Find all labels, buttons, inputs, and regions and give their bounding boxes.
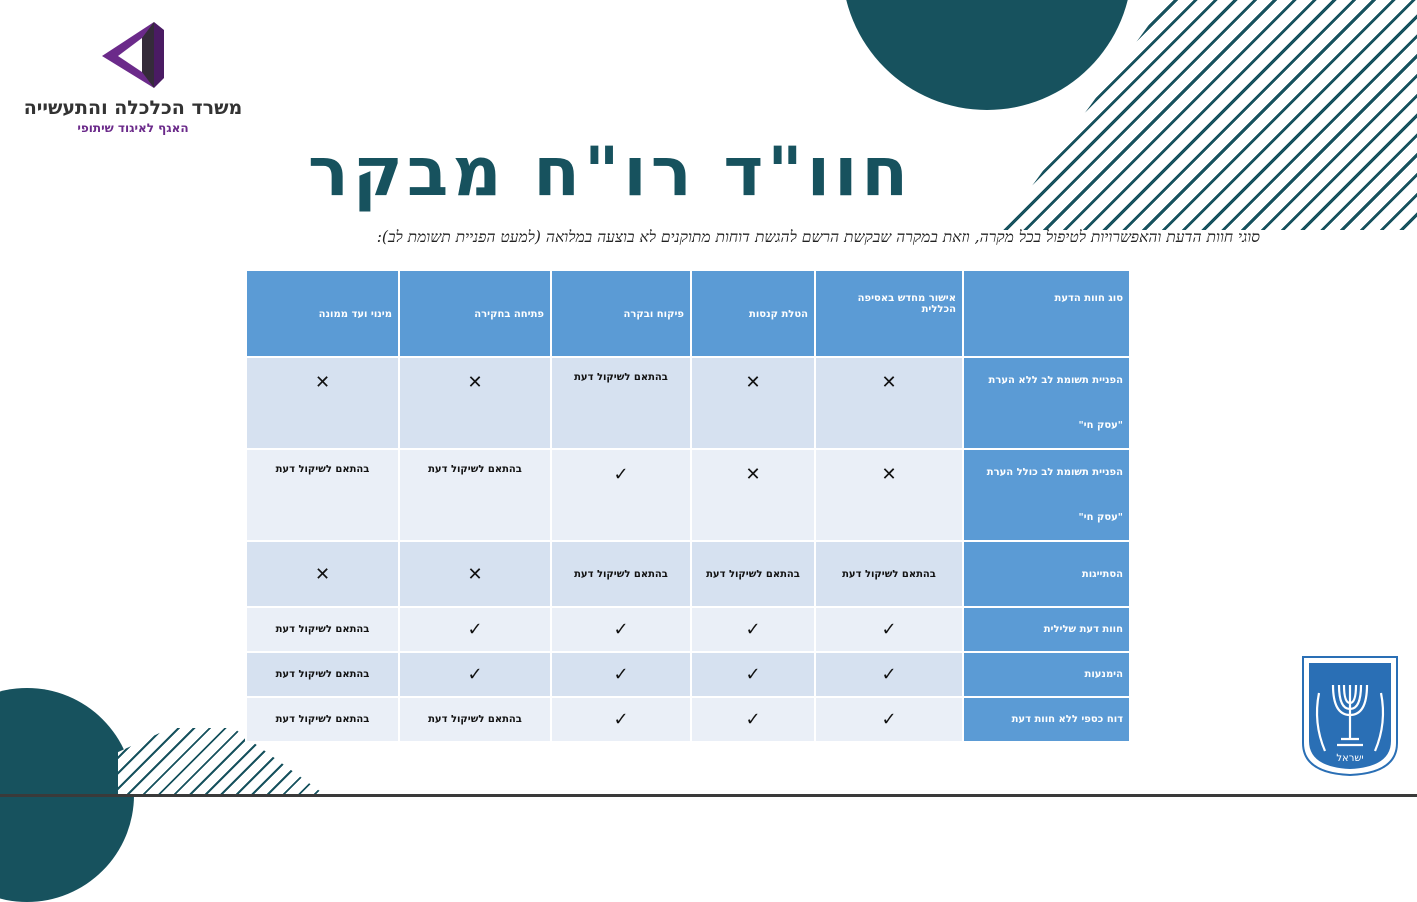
table-cell [815,449,963,541]
x-icon: ✕ [881,464,897,485]
check-icon: ✓ [613,619,629,640]
check-icon: ✓ [467,619,483,640]
table-cell [551,697,691,742]
row-label-abstention: הימנעות [963,652,1130,697]
table-row [246,607,1130,652]
table-cell [551,607,691,652]
ministry-logo-icon [98,18,168,90]
table-cell [246,541,399,607]
table-header-committee: מינוי ועד ממונה [246,270,399,357]
table-cell [815,652,963,697]
check-icon: ✓ [881,709,897,730]
state-emblem-icon [1299,653,1401,777]
x-icon: ✕ [881,372,897,393]
table-row [246,541,1130,607]
table-header-fines: הטלת קנסות [691,270,815,357]
table-cell [691,697,815,742]
check-icon: ✓ [745,619,761,640]
row-label-attention-no-going-concern: הפניית תשומת לב ללא הערת "עסק חי" [963,357,1130,449]
table-cell-text: בהתאם לשיקול דעת [246,652,399,697]
table-cell-text: בהתאם לשיקול דעת [246,697,399,742]
decorative-circle-top [842,0,1132,110]
x-icon: ✕ [745,372,761,393]
table-cell-text: בהתאם לשיקול דעת [399,697,551,742]
check-icon: ✓ [613,664,629,685]
table-cell [815,357,963,449]
table-cell [399,652,551,697]
ministry-division: האגף לאיגוד שיתופי [77,121,189,135]
table-row [246,357,1130,449]
row-label-no-opinion: דוח כספי ללא חוות דעת [963,697,1130,742]
table-cell [691,607,815,652]
table-header-supervision: פיקוח ובקרה [551,270,691,357]
table-row [246,449,1130,541]
row-label-attention-going-concern: הפניית תשומת לב כולל הערת "עסק חי" [963,449,1130,541]
table-cell [815,607,963,652]
table-header-opinion-type: סוג חוות הדעת [963,270,1130,357]
page-title: חוו"ד רו"ח מבקר [307,133,913,212]
table-cell [399,607,551,652]
table-cell-text: בהתאם לשיקול דעת [399,449,551,541]
row-label-qualification: הסתייגות [963,541,1130,607]
x-icon: ✕ [314,372,331,393]
table-row [246,697,1130,742]
check-icon: ✓ [881,619,897,640]
table-row [246,652,1130,697]
table-header-investigation: פתיחה בחקירה [399,270,551,357]
x-icon: ✕ [467,563,483,585]
x-icon: ✕ [314,563,331,585]
page-subtitle: סוגי חוות הדעת והאפשרויות לטיפול בכל מקרה, וזאת במקרה שבקשת הרשם להגשת דוחות מתוקנים לא בוצעה במלואה (למעט הפניית תשומת לב): [376,228,1260,246]
table-cell [551,449,691,541]
table-cell [691,357,815,449]
table-cell-text: בהתאם לשיקול דעת [246,449,399,541]
opinion-table [245,269,1129,737]
x-icon: ✕ [745,464,761,485]
check-icon: ✓ [613,464,629,485]
table-cell [246,357,399,449]
table-cell-text: בהתאם לשיקול דעת [815,541,963,607]
table-cell [691,449,815,541]
table-cell [399,541,551,607]
check-icon: ✓ [467,664,483,685]
table-cell [551,652,691,697]
x-icon: ✕ [467,372,483,393]
table-header-reapproval: אישור מחדש באסיפה הכללית [815,270,963,357]
check-icon: ✓ [881,664,897,685]
table-cell-text: בהתאם לשיקול דעת [246,607,399,652]
row-label-adverse-opinion: חוות דעת שלילית [963,607,1130,652]
table-cell-text: בהתאם לשיקול דעת [691,541,815,607]
table-cell-text: בהתאם לשיקול דעת [551,357,691,449]
table-cell-text: בהתאם לשיקול דעת [551,541,691,607]
check-icon: ✓ [745,664,761,685]
table-cell [399,357,551,449]
check-icon: ✓ [613,709,629,730]
table-cell [815,697,963,742]
svg-text:ישראל: ישראל [1336,753,1364,764]
ministry-name: משרד הכלכלה והתעשייה [23,97,243,119]
check-icon: ✓ [745,709,761,730]
table-cell [691,652,815,697]
